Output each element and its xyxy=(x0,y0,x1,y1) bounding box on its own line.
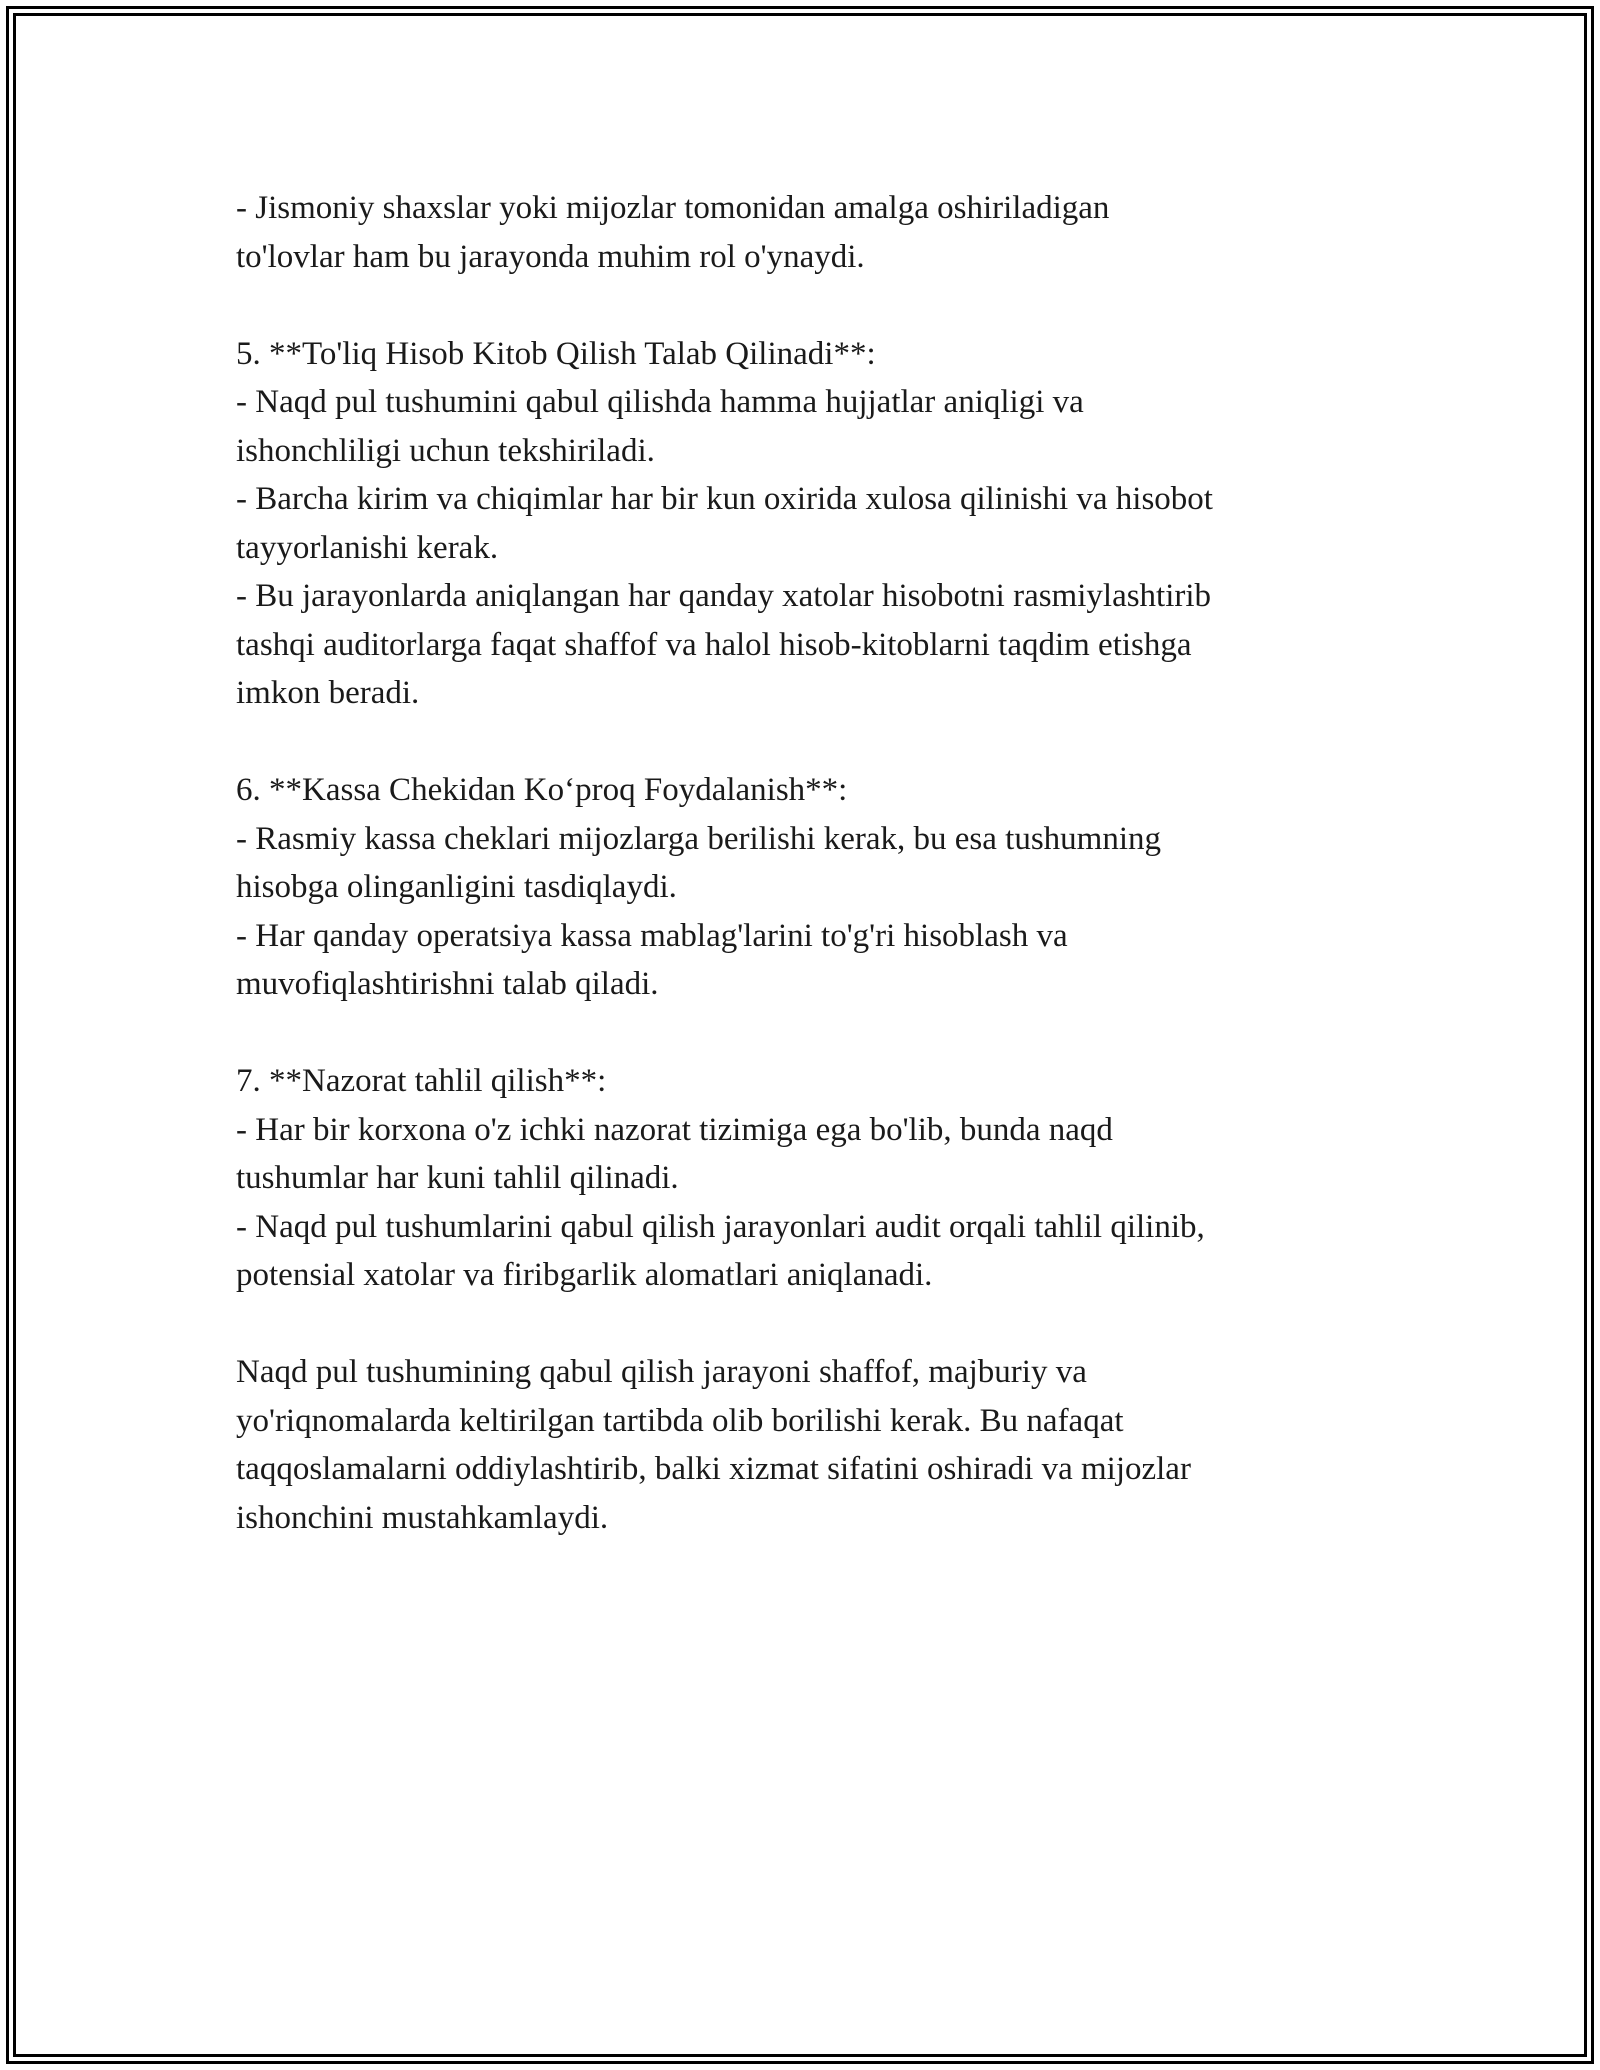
document-body xyxy=(236,184,1396,1542)
section-6-heading: 6. **Kassa Chekidan Ko‘proq Foydalanish**: xyxy=(236,772,848,808)
section-6-line: - Har qanday operatsiya kassa mablag'larini to'g'ri hisoblash va xyxy=(236,917,1068,954)
section-5-heading: 5. **To'liq Hisob Kitob Qilish Talab Qilinadi**: xyxy=(236,335,876,372)
section-5-line: - Barcha kirim va chiqimlar har bir kun oxirida xulosa qilinishi va hisobot xyxy=(236,481,1213,517)
section-6-line: - Rasmiy kassa cheklari mijozlarga berilishi kerak, bu esa tushumning xyxy=(236,820,1161,857)
section-5-line: tayyorlanishi kerak. xyxy=(236,529,499,566)
section-7-line: - Har bir korxona o'z ichki nazorat tizimiga ega bo'lib, bunda naqd xyxy=(236,1111,1113,1148)
section-7-line: - Naqd pul tushumlarini qabul qilish jarayonlari audit orqali tahlil qilinib, xyxy=(236,1208,1205,1245)
section-5-line: - Naqd pul tushumini qabul qilishda hamma hujjatlar aniqligi va xyxy=(236,384,1084,420)
section-5-line: ishonchliligi uchun tekshiriladi. xyxy=(236,432,655,469)
intro-line: - Jismoniy shaxslar yoki mijozlar tomonidan amalga oshiriladigan xyxy=(236,190,1110,226)
conclusion-line: yo'riqnomalarda keltirilgan tartibda olib borilishi kerak. Bu nafaqat xyxy=(236,1402,1124,1439)
section-7-line: potensial xatolar va firibgarlik alomatlari aniqlanadi. xyxy=(236,1257,933,1293)
section-7-heading: 7. **Nazorat tahlil qilish**: xyxy=(236,1063,607,1099)
section-6-line: hisobga olinganligini tasdiqlaydi. xyxy=(236,869,677,905)
section-5-line: imkon beradi. xyxy=(236,675,420,711)
conclusion-line: ishonchini mustahkamlaydi. xyxy=(236,1499,609,1536)
paragraph-gap xyxy=(236,1009,1396,1058)
section-5-line: tashqi auditorlarga faqat shaffof va halol hisob-kitoblarni taqdim etishga xyxy=(236,626,1192,663)
section-7-line: tushumlar har kuni tahlil qilinadi. xyxy=(236,1160,679,1196)
paragraph-gap xyxy=(236,1300,1396,1349)
conclusion-line: taqqoslamalarni oddiylashtirib, balki xizmat sifatini oshiradi va mijozlar xyxy=(236,1451,1191,1487)
section-5-line: - Bu jarayonlarda aniqlangan har qanday xatolar hisobotni rasmiylashtirib xyxy=(236,578,1212,614)
conclusion-line: Naqd pul tushumining qabul qilish jarayoni shaffof, majburiy va xyxy=(236,1354,1087,1390)
paragraph-gap xyxy=(236,281,1396,330)
paragraph-gap xyxy=(236,718,1396,767)
intro-line: to'lovlar ham bu jarayonda muhim rol o'ynaydi. xyxy=(236,238,865,275)
section-6-line: muvofiqlashtirishni talab qiladi. xyxy=(236,966,659,1002)
